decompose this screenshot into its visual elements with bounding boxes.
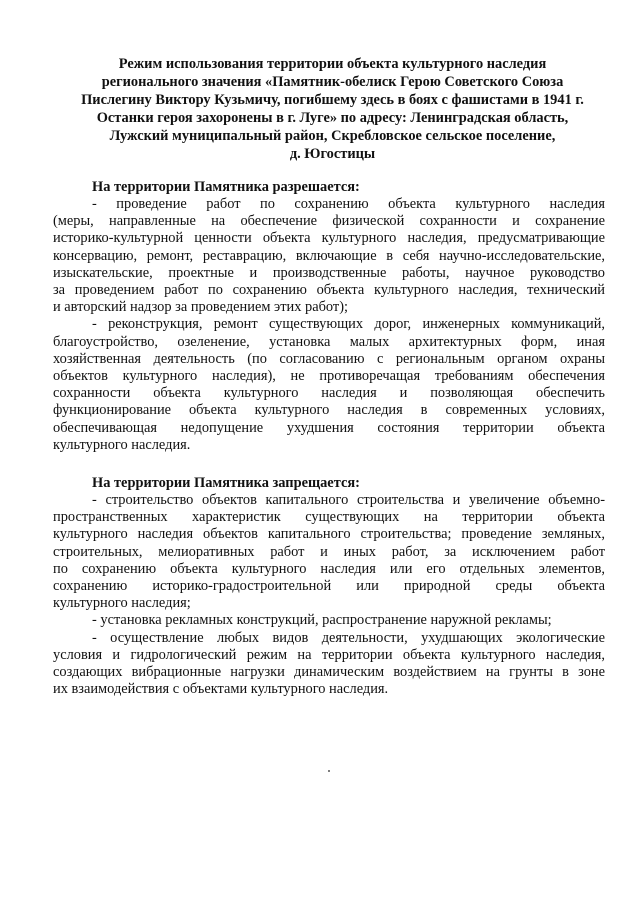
text-line: объектов культурного наследия), не противоречащая требованиям обеспечения [53,368,605,385]
text-line: культурного наследия. [53,436,191,453]
text-line: - осуществление любых видов деятельности, ухудшающих экологические [92,629,605,646]
text-line: по сохранению объекта культурного наследия или его отдельных элементов, [53,560,605,577]
text-line: культурного наследия; [53,595,191,612]
prohibited-item-advertising [53,612,605,629]
text-line: - проведение работ по сохранению объекта культурного наследия [92,196,605,212]
text-line: обеспечивающая недопущение ухудшения состояния территории объекта [53,419,605,436]
prohibited-section [53,474,605,698]
text-line: сохранности объекта культурного наследия и позволяющая обеспечить [53,385,605,402]
document-title [60,55,605,163]
text-line: за проведением работ по сохранению объекта культурного наследия, технический [53,282,605,299]
text-line: создающих вибрационные нагрузки динамическим воздействием на грунты в зоне [53,664,605,681]
scan-speck [328,770,330,772]
text-line: - установка рекламных конструкций, распространение наружной рекламы; [92,612,552,629]
text-line: условия и гидрологический режим на территории объекта культурного наследия, [53,646,605,663]
title-line: Лужский муниципальный район, Скребловское сельское поселение, [109,128,556,144]
text-line: консервацию, ремонт, реставрацию, включающие в себя научно-исследовательские, [53,247,605,264]
text-line: пространственных характеристик существующих на территории объекта [53,509,605,526]
text-line: строительных, мелиоративных работ и иных работ, за исключением работ [53,543,605,560]
text-line: хозяйственная деятельность (по согласованию с региональным органом охраны [53,350,605,367]
text-line: их взаимодействия с объектами культурного наследия. [53,681,389,698]
text-line: функционирование объекта культурного наследия в современных условиях, [53,402,605,419]
text-line: изыскательские, проектные и производственные работы, научное руководство [53,264,605,281]
allowed-section [53,178,605,454]
title-line: Останки героя захоронены в г. Луге» по адресу: Ленинградская область, [96,110,569,126]
title-line: д. Югостицы [289,146,376,162]
text-line: - реконструкция, ремонт существующих дорог, инженерных коммуникаций, [92,316,605,333]
text-line: благоустройство, озеленение, установка малых архитектурных форм, иная [53,333,605,350]
text-line: сохранению историко-градостроительной или природной среды объекта [53,578,605,595]
text-line: культурного наследия объектов капитального строительства; проведение земляных, [53,526,605,543]
title-line: Пислегину Виктору Кузьмичу, погибшему здесь в боях с фашистами в 1941 г. [81,92,584,108]
prohibited-item-harmful-activity [53,630,605,699]
title-line: Режим использования территории объекта культурного наследия [118,56,547,72]
text-line: и авторский надзор за проведением этих работ); [53,299,348,316]
allowed-item-restoration-works [53,196,605,316]
allowed-item-reconstruction [53,316,605,454]
text-line: - строительство объектов капитального строительства и увеличение объемно- [92,492,605,508]
title-line: регионального значения «Памятник-обелиск Герою Советского Союза [101,74,564,90]
allowed-heading: На территории Памятника разрешается: [92,179,360,195]
text-line: (меры, направленные на обеспечение физической сохранности и сохранение [53,213,605,230]
prohibited-item-construction [53,492,605,612]
text-line: историко-культурной ценности объекта культурного наследия, предусматривающие [53,230,605,247]
prohibited-heading: На территории Памятника запрещается: [92,475,360,491]
